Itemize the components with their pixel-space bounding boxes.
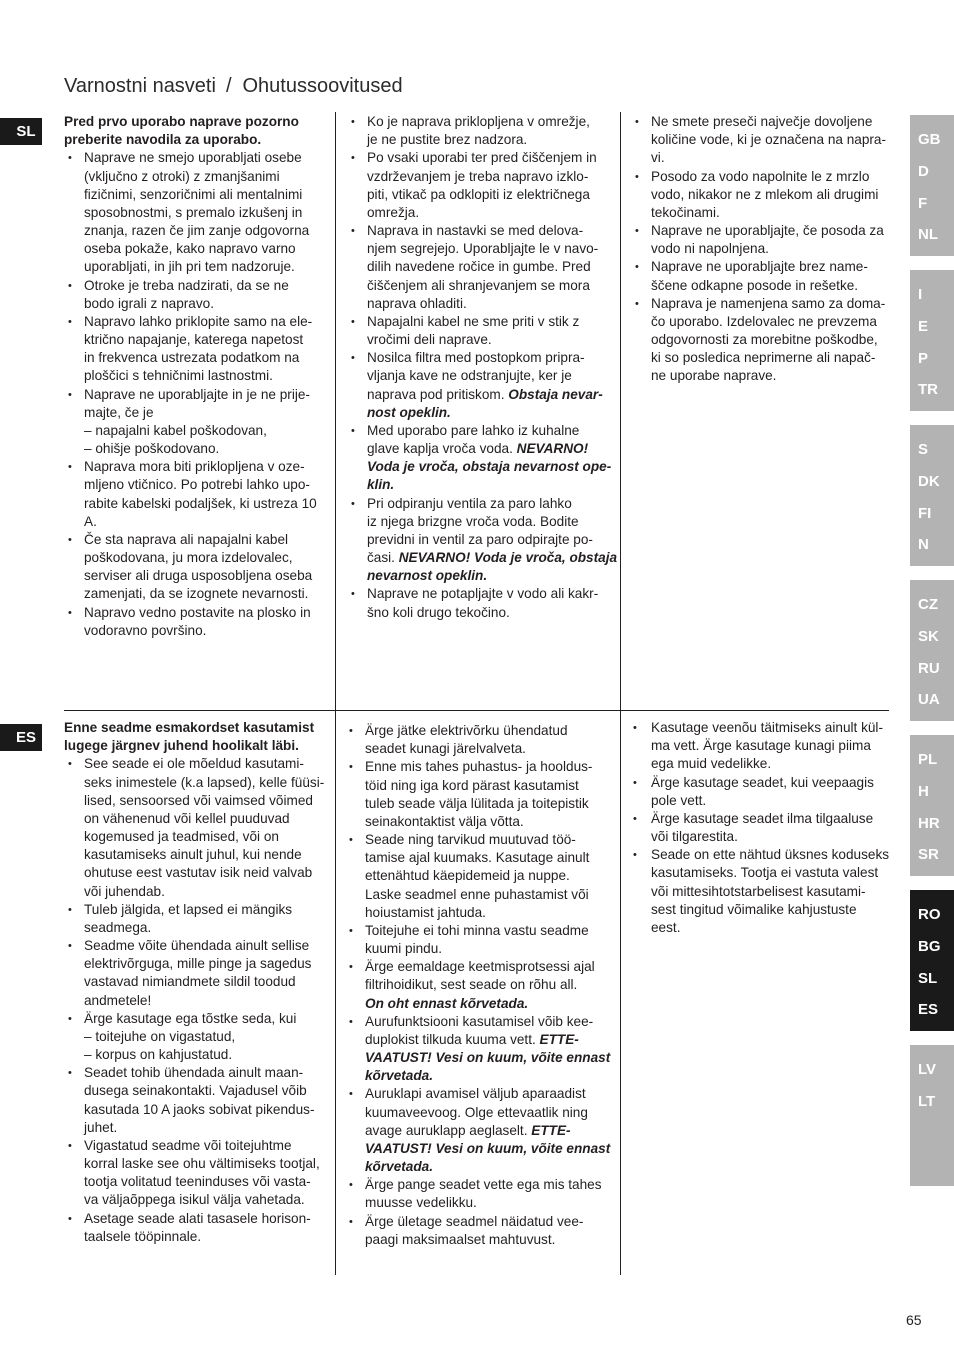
language-tab-f: F <box>918 194 928 212</box>
warning-text: kõrvetada. <box>365 1068 434 1084</box>
bullet-marker <box>68 386 72 404</box>
text-line: vročimi deli naprave. <box>367 332 492 348</box>
text-line: korral laske see ohu vältimiseks tootjal, <box>84 1156 320 1172</box>
bullet-marker <box>68 1137 72 1155</box>
text-line: või mittesihtotstarbelisest kasutami- <box>651 883 866 899</box>
bullet-item <box>64 458 326 531</box>
bullet-marker <box>633 774 637 792</box>
warning-text: ETTE- <box>539 1031 579 1047</box>
bullet-marker <box>351 422 355 440</box>
language-tab-s: S <box>918 441 929 458</box>
text-line: Tuleb jälgida, et lapsed ei mängiks <box>84 901 293 917</box>
text-line: rabite kabelski podaljšek, ki ustreza 10 <box>84 495 317 511</box>
text-line: seadmega. <box>84 919 152 935</box>
bullet-item <box>347 495 618 586</box>
bullet-item <box>64 755 326 900</box>
es-column-1 <box>64 719 326 1246</box>
bullet-marker <box>635 295 639 313</box>
text-line: eest. <box>651 919 681 935</box>
text-line: in frekvenca ustrezata podatkom na <box>84 350 300 366</box>
text-line: Naprave ne smejo uporabljati osebe <box>84 150 302 166</box>
bullet-item <box>631 258 893 294</box>
text-line: lugege järgnev juhend hoolikalt läbi. <box>64 738 299 754</box>
text-line: tootja volitatud teeninduses või vasta- <box>84 1174 311 1190</box>
sl-column-3 <box>631 113 893 386</box>
section-divider <box>64 710 889 711</box>
title-slovenian: Varnostni nasveti <box>64 75 216 97</box>
text-line: juhet. <box>84 1119 118 1135</box>
text-line: Kasutage veenõu täitmiseks ainult kül- <box>651 720 883 735</box>
bullet-item <box>64 313 326 386</box>
bullet-item <box>64 604 326 640</box>
bullet-item <box>64 1010 326 1065</box>
text-line: Ne smete preseči največje dovoljene <box>651 114 873 129</box>
bullet-item <box>347 422 612 495</box>
text-line: Ärge jätke elektrivõrku ühendatud <box>365 723 568 738</box>
language-tab-h: H <box>918 782 929 800</box>
warning-text: ETTE- <box>531 1122 571 1138</box>
text-line: seinakontaktist välja võtta. <box>365 813 524 829</box>
text-line: Naprava mora biti priklopljena v oze- <box>84 459 305 475</box>
bullet-item <box>64 386 326 459</box>
text-line: Napravo vedno postavite na plosko in <box>84 604 311 620</box>
text-line: majte, če je <box>84 404 154 420</box>
text-line: šno koli drugo tekočino. <box>367 604 510 620</box>
text-line: iz njega brizgne vroča voda. Bodite <box>367 513 579 529</box>
text-line: Nosilca filtra med postopkom pripra- <box>367 350 585 366</box>
language-tab-fi: FI <box>918 504 932 522</box>
text-line <box>367 458 612 476</box>
text-line: vodo ni napolnjena. <box>651 241 769 257</box>
bullet-item <box>347 585 609 621</box>
text-line: Auruklapi avamisel väljub aparaadist <box>365 1086 586 1102</box>
bullet-marker <box>68 901 72 919</box>
text-line: čiščenjem ali shranjevanjem se mora <box>367 277 590 293</box>
text-line: Naprava je namenjena samo za doma- <box>651 295 886 311</box>
es-column-3 <box>631 719 893 937</box>
text-line: ki so posledica neprimerne ali napač- <box>651 350 876 366</box>
text-line: tamise ajal kuumaks. Kasutage ainult <box>365 850 590 866</box>
text-line: kogemused ja teadmised, või on <box>84 829 279 845</box>
text-line: tuleb seade välja lülitada ja toitepistik <box>365 795 589 811</box>
bullet-marker <box>349 758 353 776</box>
line-text: glave kaplja vroča voda. <box>367 441 517 457</box>
text-line: omrežja. <box>367 204 420 220</box>
language-tab-ro: RO <box>918 906 941 923</box>
bullet-item <box>64 937 326 1010</box>
text-line: lised, sensoorsed või vaimsed võimed <box>84 792 313 808</box>
text-line: dilih navedene ročice in gumbe. Pred <box>367 259 591 275</box>
bullet-item <box>631 295 893 386</box>
section-tab-es: ES <box>0 724 42 751</box>
bullet-marker <box>68 604 72 622</box>
text-line: kuumi pindu. <box>365 941 443 957</box>
text-line <box>365 1122 607 1140</box>
text-line <box>367 440 609 458</box>
text-line: Naprave ne uporabljajte, če posoda za <box>651 223 884 239</box>
text-line: njem segrejejo. Uporabljajte le v navo- <box>367 241 599 257</box>
text-line <box>367 386 609 404</box>
text-line: Naprava in nastavki se med delova- <box>367 223 584 239</box>
text-line: sposobnostmi, s premalo izkušenj in <box>84 204 303 220</box>
text-line: Napravo lahko priklopite samo na ele- <box>84 313 313 329</box>
text-line: kasutamiseks. Tootja ei vastuta valest <box>651 865 879 881</box>
text-line: ktrično napajanje, katerega napetost <box>84 332 304 348</box>
text-line: Po vsaki uporabi ter pred čiščenjem in <box>367 150 597 166</box>
text-line: Naprave ne potapljajte v vodo ali kakr- <box>367 586 599 602</box>
bullet-marker <box>349 831 353 849</box>
sl-column-2 <box>347 113 618 622</box>
text-line: Laske seadmel enne puhastamist või <box>365 886 589 902</box>
text-line: paagi maksimaalset mahtuvust. <box>365 1231 556 1247</box>
text-line: bodo igrali z napravo. <box>84 295 214 311</box>
text-line: Napajalni kabel ne sme priti v stik z <box>367 313 580 329</box>
text-line: Med uporabo pare lahko iz kuhalne <box>367 422 580 438</box>
warning-text: Voda je vroča, obstaja nevarnost ope- <box>367 459 612 475</box>
text-line: uporabljati, in jih pri tem nadzoruje. <box>84 259 295 275</box>
text-line: Naprave ne uporabljajte brez name- <box>651 259 868 275</box>
bullet-marker <box>351 349 355 367</box>
text-line <box>367 549 618 567</box>
text-line: Seade on ette nähtud üksnes koduseks <box>651 847 890 863</box>
warning-text: NEVARNO! <box>516 441 589 457</box>
bullet-item <box>345 831 607 922</box>
text-line: odgovornosti za morebitne poškodbe, <box>651 332 878 348</box>
text-line: seadet kunagi järelvalveta. <box>365 741 526 757</box>
text-line: Posodo za vodo napolnite le z mrzlo <box>651 168 870 184</box>
bullet-item <box>347 349 609 422</box>
bullet-item <box>631 113 893 168</box>
page-title <box>64 74 403 98</box>
text-line: vzdrževanjem je treba napravo izklo- <box>367 168 589 184</box>
warning-text: nevarnost opeklin. <box>367 568 488 584</box>
bullet-marker <box>349 1176 353 1194</box>
bullet-marker <box>68 1064 72 1082</box>
title-estonian: Ohutussoovitused <box>242 75 403 97</box>
bullet-marker <box>633 810 637 828</box>
bullet-marker <box>68 277 72 295</box>
bullet-item <box>631 810 893 846</box>
text-line <box>367 567 609 585</box>
text-line: tekočinami. <box>651 204 720 220</box>
text-line: töid ning iga kord pärast kasutamist <box>365 777 579 793</box>
bullet-item <box>347 113 609 149</box>
text-line: vodoravno površino. <box>84 622 207 638</box>
warning-text: Obstaja nevar- <box>508 386 603 402</box>
bullet-marker <box>349 1013 353 1031</box>
bullet-marker <box>635 168 639 186</box>
text-line: ohutuse eest vastutav isik neid valvab <box>84 865 313 881</box>
text-line: ma vett. Ärge kasutage kunagi piima <box>651 738 871 754</box>
text-line: – korpus on kahjustatud. <box>84 1047 233 1063</box>
bullet-marker <box>68 1210 72 1228</box>
text-line: Če sta naprava ali napajalni kabel <box>84 531 289 547</box>
bullet-item <box>631 168 893 223</box>
warning-text: klin. <box>367 477 395 493</box>
text-line: Ko je naprava priklopljena v omrežje, <box>367 114 590 129</box>
text-line: taalsele tööpinnale. <box>84 1228 202 1244</box>
bullet-marker <box>349 958 353 976</box>
language-tab-bg: BG <box>918 937 941 955</box>
section-tab-sl: SL <box>0 118 42 145</box>
text-line: A. <box>84 513 97 529</box>
text-line: naprava ohladiti. <box>367 295 467 311</box>
text-line: vi. <box>651 150 665 166</box>
bullet-marker <box>351 585 355 603</box>
text-line: sest tingitud võimalike kahjustuste <box>651 901 857 917</box>
text-line: (vključno z otroki) z zmanjšanimi <box>84 168 280 184</box>
language-tab-nl: NL <box>918 226 938 244</box>
text-line: vodo, nikakor ne z mlekom ali drugimi <box>651 186 879 202</box>
language-tab-ru: RU <box>918 659 940 677</box>
text-line: mljeno vtičnico. Po potrebi lahko upo- <box>84 477 310 493</box>
bullet-marker <box>349 722 353 740</box>
line-text: avage auruklapp aeglaselt. <box>365 1122 532 1138</box>
bullet-marker <box>68 458 72 476</box>
bullet-marker <box>68 149 72 167</box>
text-line: Toitejuhe ei tohi minna vastu seadme <box>365 922 589 938</box>
language-group <box>910 425 954 566</box>
language-tab-pl: PL <box>918 751 938 768</box>
text-line: ščene odkapne posode in rešetke. <box>651 277 859 293</box>
intro-heading <box>64 719 326 755</box>
intro-heading <box>64 113 326 149</box>
text-line: je ne pustite brez nadzora. <box>367 132 528 148</box>
language-tab-es: ES <box>918 1001 939 1019</box>
language-tab-dk: DK <box>918 472 940 490</box>
language-tab-sk: SK <box>918 627 939 645</box>
text-line: serviser ali druga usposobljena oseba <box>84 568 313 584</box>
text-line: zamenjati, da se izognete nevarnosti. <box>84 586 309 602</box>
text-line: või juhendab. <box>84 883 165 899</box>
bullet-marker <box>351 313 355 331</box>
language-tab-lv: LV <box>918 1061 937 1078</box>
language-group <box>910 735 954 876</box>
language-tab-d: D <box>918 162 929 180</box>
text-line: filtrihoidikut, sest seade on rõhu all. <box>365 977 578 993</box>
bullet-item <box>345 1013 611 1086</box>
bullet-marker <box>351 222 355 240</box>
text-line: Enne seadme esmakordset kasutamist <box>64 720 315 735</box>
text-line: – toitejuhe on vigastatud, <box>84 1028 236 1044</box>
text-line <box>367 476 609 494</box>
text-line: – ohišje poškodovano. <box>84 441 220 457</box>
bullet-item <box>64 1210 326 1246</box>
warning-text: NEVARNO! Voda je vroča, obstaja <box>398 550 618 566</box>
bullet-marker <box>351 113 355 131</box>
line-text: duplokist tilkuda kuuma vett. <box>365 1031 540 1047</box>
text-line: ettenähtud käepidemeid ja nuppe. <box>365 868 570 884</box>
bullet-marker <box>635 113 639 131</box>
text-line: – napajalni kabel poškodovan, <box>84 422 267 438</box>
bullet-item <box>631 222 893 258</box>
bullet-item <box>345 722 607 758</box>
text-line: hoiustamist jahtuda. <box>365 904 486 920</box>
column-divider <box>335 112 336 1275</box>
text-line: elektrivõrguga, mille pinge ja sagedus <box>84 956 312 972</box>
page-number: 65 <box>906 1312 922 1328</box>
bullet-marker <box>349 1085 353 1103</box>
text-line: kasutamiseks ainult juhul, kui nende <box>84 847 302 863</box>
language-tab-i: I <box>918 286 923 303</box>
title-separator: / <box>225 75 232 97</box>
bullet-item <box>64 277 326 313</box>
language-group <box>910 1045 954 1186</box>
text-line: Seadet tohib ühendada ainult maan- <box>84 1065 304 1081</box>
language-tab-lt: LT <box>918 1092 936 1110</box>
text-line: Naprave ne uporabljajte in je ne prije- <box>84 386 310 402</box>
language-tab-n: N <box>918 536 929 554</box>
text-line: muusse vedelikku. <box>365 1195 477 1211</box>
line-text: časi. <box>367 550 399 566</box>
bullet-item <box>64 1137 326 1210</box>
text-line: preberite navodila za uporabo. <box>64 132 262 148</box>
text-line: Enne mis tahes puhastus- ja hooldus- <box>365 759 593 775</box>
bullet-item <box>631 846 893 937</box>
language-tab-ua: UA <box>918 691 940 709</box>
language-tab-sr: SR <box>918 846 939 864</box>
text-line: Pri odpiranju ventila za paro lahko <box>367 495 572 511</box>
bullet-item <box>64 901 326 937</box>
bullet-item <box>345 1085 611 1176</box>
line-text: naprava pod pritiskom. <box>367 386 509 402</box>
text-line: andmetele! <box>84 992 152 1008</box>
text-line: fizičnimi, senzoričnimi ali mentalnimi <box>84 186 303 202</box>
bullet-item <box>347 313 609 349</box>
text-line: Seade ning tarvikud muutuvad töö- <box>365 832 576 848</box>
bullet-item <box>64 531 326 604</box>
text-line: Ärge kasutage seadet, kui veepaagis <box>651 774 874 790</box>
bullet-marker <box>68 937 72 955</box>
text-line: Ärge ületage seadmel näidatud vee- <box>365 1213 584 1229</box>
bullet-item <box>345 922 607 958</box>
text-line: on vähenenud või kellel puuduvad <box>84 810 290 826</box>
language-tab-tr: TR <box>918 381 938 399</box>
text-line <box>365 1067 607 1085</box>
bullet-item <box>631 774 893 810</box>
language-group <box>910 580 954 721</box>
text-line: Pred prvo uporabo naprave pozorno <box>64 114 299 129</box>
language-nav <box>910 115 954 1186</box>
bullet-marker <box>351 495 355 513</box>
text-line: oseba pokaže, kako napravo varno <box>84 241 296 257</box>
bullet-item <box>345 758 607 831</box>
bullet-item <box>345 1176 607 1212</box>
text-line: poškodovana, ju mora izdelovalec, <box>84 550 293 566</box>
column-divider <box>620 112 621 1275</box>
text-line: znanja, razen če jim zanje odgovorna <box>84 223 310 239</box>
text-line: Aurufunktsiooni kasutamisel võib kee- <box>365 1013 594 1029</box>
text-line: Ärge pange seadet vette ega mis tahes <box>365 1177 602 1193</box>
text-line: Ärge eemaldage keetmisprotsessi ajal <box>365 959 595 975</box>
bullet-marker <box>351 149 355 167</box>
warning-text: VAATUST! Vesi on kuum, võite ennast <box>365 1140 611 1156</box>
text-line: Ärge kasutage ega tõstke seda, kui <box>84 1010 297 1026</box>
warning-text: On oht ennast kõrvetada. <box>365 995 529 1011</box>
bullet-marker <box>68 531 72 549</box>
language-tab-cz: CZ <box>918 596 938 613</box>
es-column-2 <box>345 722 611 1249</box>
bullet-marker <box>635 222 639 240</box>
bullet-marker <box>349 922 353 940</box>
text-line: kuumaveevoog. Olge ettevaatlik ning <box>365 1104 588 1120</box>
language-tab-p: P <box>918 349 929 367</box>
warning-text: kõrvetada. <box>365 1159 434 1175</box>
text-line: kasutada 10 A jaoks sobivat pikendus- <box>84 1101 315 1117</box>
bullet-marker <box>633 846 637 864</box>
text-line <box>367 404 609 422</box>
text-line: Vigastatud seadme või toitejuhtme <box>84 1137 292 1153</box>
text-line: Asetage seade alati tasasele horison- <box>84 1210 311 1226</box>
text-line: Ärge kasutage seadet ilma tilgaaluse <box>651 810 874 826</box>
text-line: Seadme võite ühendada ainult sellise <box>84 938 310 954</box>
bullet-marker <box>635 258 639 276</box>
bullet-marker <box>633 719 637 737</box>
bullet-item <box>631 719 893 774</box>
text-line: vljanja kave ne odstranjujte, ker je <box>367 368 572 384</box>
bullet-item <box>345 958 607 1013</box>
bullet-marker <box>68 1010 72 1028</box>
text-line: piti, vtikač pa odklopiti iz električnega <box>367 186 590 202</box>
text-line <box>365 1049 611 1067</box>
text-line: See seade ei ole mõeldud kasutami- <box>84 756 304 772</box>
text-line <box>365 1158 607 1176</box>
language-group <box>910 890 954 1031</box>
text-line: ploščici s tehničnimi lastnostmi. <box>84 368 273 384</box>
bullet-marker <box>68 313 72 331</box>
bullet-item <box>347 149 609 222</box>
text-line: količine vode, ki je označena na napra- <box>651 132 887 148</box>
language-tab-hr: HR <box>918 814 940 832</box>
bullet-item <box>64 1064 326 1137</box>
text-line: va väljaõppega isikul välja vahetada. <box>84 1192 305 1208</box>
language-tab-sl: SL <box>918 969 938 987</box>
language-tab-gb: GB <box>918 131 941 148</box>
bullet-item <box>347 222 609 313</box>
text-line: või tilgarestita. <box>651 829 738 845</box>
bullet-marker <box>349 1213 353 1231</box>
text-line: ne uporabe naprave. <box>651 368 777 384</box>
text-line: pole vett. <box>651 792 707 808</box>
text-line: seks inimestele (k.a lapsed), kelle füüsi- <box>84 774 325 790</box>
text-line: dusega seinakontakti. Vajadusel võib <box>84 1083 307 1099</box>
text-line: vastavad nimiandmete sildil toodud <box>84 974 296 990</box>
text-line: previdni in ventil za paro odpirajte po- <box>367 531 593 547</box>
language-tab-e: E <box>918 317 929 335</box>
text-line <box>365 1031 607 1049</box>
sl-column-1 <box>64 113 326 640</box>
language-group <box>910 115 954 256</box>
bullet-marker <box>68 755 72 773</box>
text-line: čo uporabo. Izdelovalec ne prevzema <box>651 313 877 329</box>
text-line: Otroke je treba nadzirati, da se ne <box>84 277 289 293</box>
text-line <box>365 995 607 1013</box>
warning-text: nost opeklin. <box>367 404 451 420</box>
warning-text: VAATUST! Vesi on kuum, võite ennast <box>365 1050 611 1066</box>
bullet-item <box>64 149 326 276</box>
language-group <box>910 270 954 411</box>
text-line <box>365 1140 611 1158</box>
bullet-item <box>345 1213 607 1249</box>
text-line: ega muid vedelikke. <box>651 756 772 772</box>
